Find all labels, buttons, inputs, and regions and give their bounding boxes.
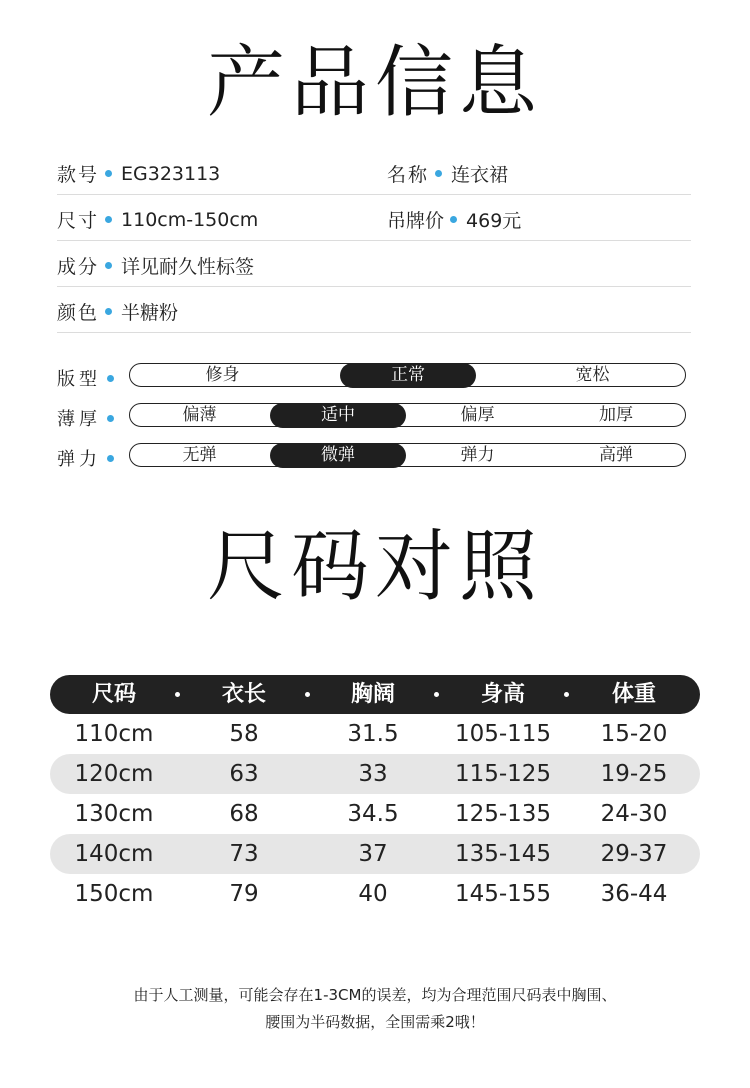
color-label: 颜色 (57, 302, 100, 324)
height-cell: 145-155 (454, 881, 552, 907)
size-row-120 (50, 754, 700, 794)
price-label: 吊牌价 (387, 210, 445, 232)
price-cell (387, 206, 521, 233)
height-cell: 125-135 (454, 801, 552, 827)
bullet-dot-icon (105, 170, 112, 177)
header-weight: 体重 (611, 682, 656, 707)
bullet-dot-icon (107, 455, 114, 462)
bullet-dot-icon (107, 415, 114, 422)
size-chart-header (50, 675, 700, 714)
color-value: 半糖粉 (121, 302, 179, 324)
color-cell (57, 298, 178, 325)
elasticity-option-high: 高弹 (599, 444, 633, 465)
header-height: 身高 (480, 682, 525, 707)
name-value: 连衣裙 (451, 164, 509, 186)
size-cell (57, 206, 258, 233)
elasticity-option-slight: 微弹 (270, 443, 406, 468)
size-row-140 (50, 834, 700, 874)
price-value: 469元 (466, 210, 522, 232)
length-cell: 73 (229, 841, 259, 867)
thickness-scale (57, 403, 691, 429)
header-size: 尺码 (91, 682, 136, 707)
size-row-110 (50, 714, 700, 754)
composition-label: 成分 (57, 256, 100, 278)
info-row-style-number (57, 148, 691, 195)
size-cell: 130cm (74, 801, 154, 827)
thickness-option-thick: 偏厚 (460, 404, 495, 425)
bullet-dot-icon (105, 216, 112, 223)
header-chest: 胸阔 (350, 682, 395, 707)
info-row-color (57, 286, 691, 333)
weight-cell: 15-20 (600, 721, 668, 747)
weight-cell: 24-30 (600, 801, 668, 827)
length-cell: 63 (229, 761, 259, 787)
weight-cell: 29-37 (600, 841, 668, 867)
chest-cell: 31.5 (347, 721, 399, 747)
length-cell: 79 (229, 881, 259, 907)
chest-cell: 34.5 (347, 801, 399, 827)
height-cell: 115-125 (454, 761, 552, 787)
thickness-scale-label: 薄厚 (57, 409, 101, 430)
thickness-option-thin: 偏薄 (182, 404, 217, 425)
info-row-composition (57, 240, 691, 287)
size-cell: 140cm (74, 841, 154, 867)
bullet-dot-icon (105, 308, 112, 315)
product-info-title: 产品信息 (206, 38, 543, 128)
thickness-option-medium: 适中 (270, 403, 406, 428)
chest-cell: 40 (358, 881, 388, 907)
header-separator-dot-icon (434, 692, 439, 697)
elasticity-option-none: 无弹 (182, 444, 217, 465)
weight-cell: 36-44 (600, 881, 668, 907)
size-label: 尺寸 (57, 210, 100, 232)
fit-option-loose: 宽松 (575, 364, 610, 385)
measurement-note-line1: 由于人工测量，可能会存在1-3CM的误差，均为合理范围尺码表中胸围、 (133, 986, 617, 1004)
name-cell (387, 160, 508, 187)
header-length: 衣长 (221, 682, 266, 707)
header-separator-dot-icon (305, 692, 310, 697)
elasticity-scale-label-wrap (57, 445, 123, 471)
header-separator-dot-icon (175, 692, 180, 697)
chest-cell: 33 (358, 761, 388, 787)
elasticity-scale-label: 弹力 (57, 449, 101, 470)
size-chart-title: 尺码对照 (206, 522, 543, 612)
bullet-dot-icon (105, 262, 112, 269)
elasticity-scale-track (129, 443, 686, 467)
fit-scale (57, 363, 691, 389)
size-cell: 150cm (74, 881, 154, 907)
fit-option-regular: 正常 (340, 363, 476, 388)
style-number-value: EG323113 (121, 162, 221, 185)
height-cell: 105-115 (454, 721, 552, 747)
size-row-130 (50, 794, 700, 834)
composition-cell (57, 252, 254, 279)
thickness-scale-track (129, 403, 686, 427)
size-cell: 110cm (74, 721, 154, 747)
size-value: 110cm-150cm (121, 208, 259, 231)
bullet-dot-icon (435, 170, 442, 177)
bullet-dot-icon (450, 216, 457, 223)
composition-value: 详见耐久性标签 (121, 256, 255, 278)
size-row-150 (50, 874, 700, 914)
name-label: 名称 (387, 164, 430, 186)
header-separator-dot-icon (564, 692, 569, 697)
thickness-option-extra-thick: 加厚 (599, 404, 633, 425)
size-cell: 120cm (74, 761, 154, 787)
fit-scale-label-wrap (57, 365, 123, 391)
height-cell: 135-145 (454, 841, 552, 867)
measurement-note-line2: 腰围为半码数据，全围需乘2哦！ (265, 1013, 485, 1031)
elasticity-option-stretch: 弹力 (460, 444, 495, 465)
weight-cell: 19-25 (600, 761, 668, 787)
style-number-label: 款号 (57, 164, 100, 186)
info-row-size (57, 194, 691, 241)
elasticity-scale (57, 443, 691, 469)
style-number-cell (57, 160, 220, 187)
fit-scale-track (129, 363, 686, 387)
chest-cell: 37 (358, 841, 388, 867)
length-cell: 58 (229, 721, 259, 747)
thickness-scale-label-wrap (57, 405, 123, 431)
fit-option-slim: 修身 (205, 364, 240, 385)
fit-scale-label: 版型 (57, 369, 101, 390)
length-cell: 68 (229, 801, 259, 827)
bullet-dot-icon (107, 375, 114, 382)
